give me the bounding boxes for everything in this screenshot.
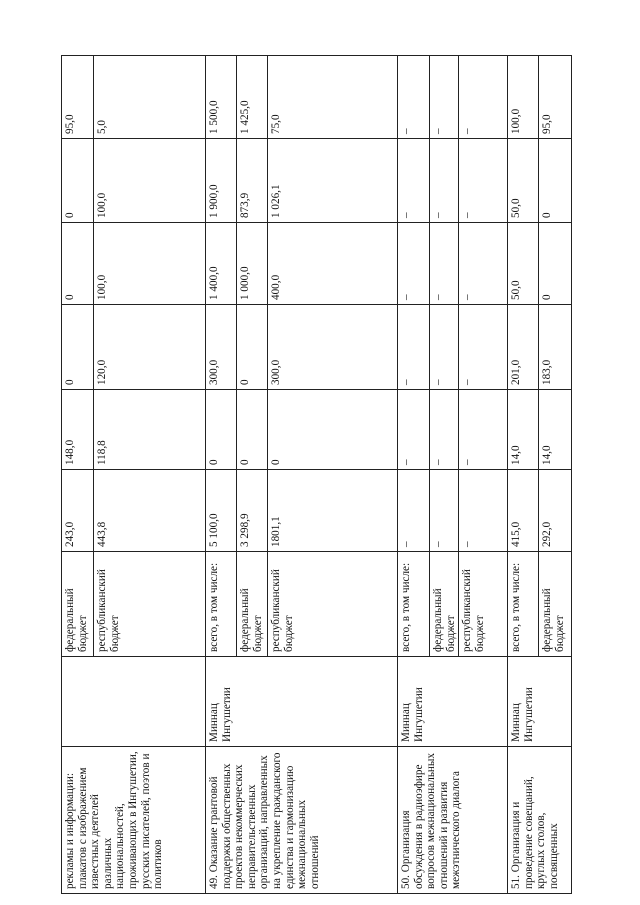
activity-cell: 50. Организация обсуждения в радиоэфире вопросов межнациональных отношений и развития межэтнического диалога — [398, 747, 508, 894]
source-cell: всего, в том числе: — [398, 552, 430, 657]
source-cell: федеральный бюджет — [539, 552, 572, 657]
year-cell: 0 — [62, 305, 94, 390]
year-cell: 400,0 — [268, 223, 398, 305]
year-cell: 0 — [237, 390, 268, 470]
year-cell: 50,0 — [508, 139, 539, 223]
year-cell: 201,0 — [508, 305, 539, 390]
year-cell: 300,0 — [206, 305, 237, 390]
year-cell: 0 — [237, 305, 268, 390]
total-cell: – — [459, 470, 508, 552]
year-cell: 148,0 — [62, 390, 94, 470]
year-cell: 1 900,0 — [206, 139, 237, 223]
year-cell: 0 — [539, 223, 572, 305]
year-cell: – — [430, 139, 459, 223]
executor-cell: Миннац Ингушетии — [508, 657, 572, 747]
year-cell: 183,0 — [539, 305, 572, 390]
year-cell: – — [430, 56, 459, 139]
year-cell: 100,0 — [94, 223, 206, 305]
total-cell: – — [398, 470, 430, 552]
total-cell: 3 298,9 — [237, 470, 268, 552]
source-cell: всего, в том числе: — [206, 552, 237, 657]
year-cell: 95,0 — [539, 56, 572, 139]
total-cell: 443,8 — [94, 470, 206, 552]
table-row — [206, 56, 237, 894]
year-cell: – — [459, 305, 508, 390]
year-cell: 95,0 — [62, 56, 94, 139]
total-cell: 415,0 — [508, 470, 539, 552]
year-cell: – — [459, 223, 508, 305]
total-cell: 1801,1 — [268, 470, 398, 552]
year-cell: 0 — [268, 390, 398, 470]
activity-cell: 51. Организация и проведение совещаний, круглых столов, посвященных — [508, 747, 572, 894]
source-cell: республиканский бюджет — [268, 552, 398, 657]
year-cell: 75,0 — [268, 56, 398, 139]
rotated-page — [61, 56, 569, 894]
table-row — [62, 56, 94, 894]
year-cell: – — [459, 390, 508, 470]
source-cell: федеральный бюджет — [237, 552, 268, 657]
year-cell: 5,0 — [94, 56, 206, 139]
year-cell: 14,0 — [508, 390, 539, 470]
year-cell: – — [459, 56, 508, 139]
year-cell: 14,0 — [539, 390, 572, 470]
year-cell: – — [430, 305, 459, 390]
table-row — [398, 56, 430, 894]
landscape-table-container — [61, 56, 569, 894]
total-cell: – — [430, 470, 459, 552]
activity-cell: рекламы и информации: плакатов с изображением известных деятелей различных национальностей, проживающих в Ингушетии, русских писателей, поэтов и политиков — [62, 747, 206, 894]
executor-cell: Миннац Ингушетии — [398, 657, 508, 747]
year-cell: 50,0 — [508, 223, 539, 305]
year-cell: – — [398, 223, 430, 305]
year-cell: 1 425,0 — [237, 56, 268, 139]
year-cell: – — [398, 390, 430, 470]
year-cell: 1 000,0 — [237, 223, 268, 305]
year-cell: – — [398, 56, 430, 139]
year-cell: – — [430, 390, 459, 470]
year-cell: 0 — [539, 139, 572, 223]
year-cell: – — [398, 305, 430, 390]
total-cell: 5 100,0 — [206, 470, 237, 552]
activity-cell: 49. Оказание грантовой поддержки общественных проектов некоммерческих неправительственных организаций, направленных на укрепление гражданского единства и гармонизацию межнациональных отношений — [206, 747, 398, 894]
year-cell: – — [459, 139, 508, 223]
source-cell: федеральный бюджет — [62, 552, 94, 657]
executor-cell — [62, 657, 206, 747]
source-cell: республиканский бюджет — [459, 552, 508, 657]
table-row — [508, 56, 539, 894]
source-cell: всего, в том числе: — [508, 552, 539, 657]
year-cell: – — [398, 139, 430, 223]
year-cell: 100,0 — [508, 56, 539, 139]
year-cell: 0 — [206, 390, 237, 470]
total-cell: 292,0 — [539, 470, 572, 552]
budget-table — [61, 55, 572, 894]
year-cell: 118,8 — [94, 390, 206, 470]
year-cell: – — [430, 223, 459, 305]
executor-cell: Миннац Ингушетии — [206, 657, 398, 747]
year-cell: 100,0 — [94, 139, 206, 223]
year-cell: 1 500,0 — [206, 56, 237, 139]
total-cell: 243,0 — [62, 470, 94, 552]
year-cell: 120,0 — [94, 305, 206, 390]
source-cell: республиканский бюджет — [94, 552, 206, 657]
year-cell: 0 — [62, 139, 94, 223]
source-cell: федеральный бюджет — [430, 552, 459, 657]
year-cell: 0 — [62, 223, 94, 305]
year-cell: 873,9 — [237, 139, 268, 223]
year-cell: 300,0 — [268, 305, 398, 390]
year-cell: 1 400,0 — [206, 223, 237, 305]
year-cell: 1 026,1 — [268, 139, 398, 223]
